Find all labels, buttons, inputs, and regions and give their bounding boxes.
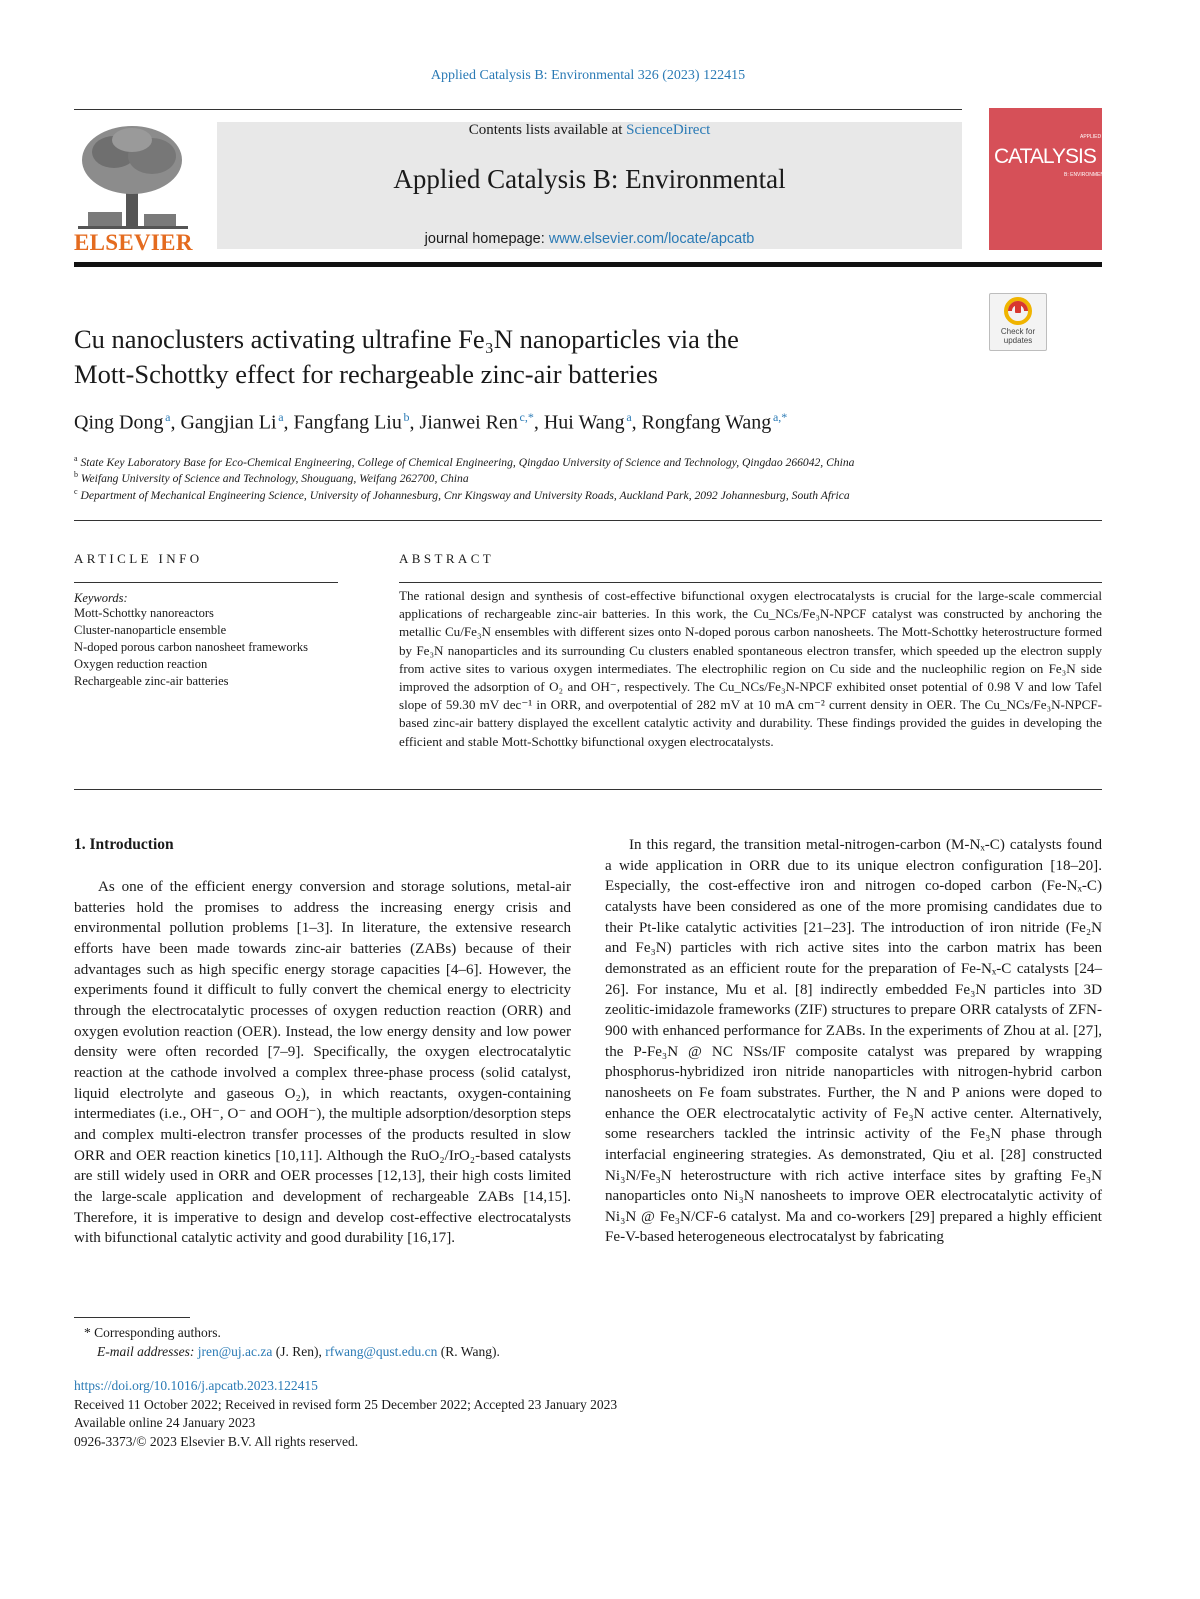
abstract-bottom-rule	[74, 789, 1102, 790]
available-online: Available online 24 January 2023	[74, 1415, 256, 1430]
author-name: Gangjian Li	[180, 411, 277, 434]
email-link[interactable]: rfwang@qust.edu.cn	[325, 1344, 438, 1359]
check-updates-line2: updates	[1003, 336, 1033, 345]
cover-title: CATALYSIS	[994, 145, 1096, 168]
keyword: Rechargeable zinc-air batteries	[74, 674, 229, 688]
affiliation	[74, 454, 1104, 469]
check-updates-label	[989, 327, 1047, 345]
keywords-label: Keywords:	[74, 591, 128, 605]
running-head[interactable]: Applied Catalysis B: Environmental 326 (2023) 122415	[430, 68, 746, 83]
keyword: N-doped porous carbon nanosheet frameworks	[74, 640, 308, 654]
affiliation-mark: c	[74, 487, 78, 496]
section-heading-introduction: 1. Introduction	[74, 836, 174, 853]
check-updates-line1: Check for	[1000, 327, 1036, 336]
article-info-rule	[74, 582, 338, 583]
author-affiliation-mark[interactable]: c,*	[519, 410, 534, 424]
cover-top-text: APPLIED	[1080, 134, 1102, 140]
received-dates: Received 11 October 2022; Received in revised form 25 December 2022; Accepted 23 January 2023	[74, 1397, 618, 1412]
homepage-link[interactable]: www.elsevier.com/locate/apcatb	[548, 231, 755, 247]
affiliation	[74, 470, 1104, 485]
contents-line	[217, 122, 962, 139]
title-line-1: Cu nanoclusters activating ultrafine Fe₃N nanoparticles via the	[74, 324, 739, 354]
header-rule	[74, 109, 962, 110]
article-info-heading: ARTICLE INFO	[74, 551, 203, 566]
affiliation-rule	[74, 520, 1102, 521]
body-text-left-column: As one of the efficient energy conversion and storage solutions, metal-air batteries hold the promises to address the increasing energy crisis and environmental pollution problems [1–3]. In literature, the extensive research efforts have been made towards zinc-air batteries (ZABs) because of their advantages such as high specific energy storage capacities [4–6]. However, the experiments found it difficult to fully convert the chemical energy to electricity through the electrocatalytic processes of oxygen reduction reaction (ORR) and oxygen evolution reaction (OER). Instead, the low energy density and low power density were often recorded [7–9]. Specifically, the oxygen electrocatalytic reaction at the cathode involved a complex three-phase process (solid catalyst, liquid electrolyte and gaseous O₂), in which reactants, oxygen-containing intermediates (i.e., OH⁻, O⁻ and OOH⁻), the multiple adsorption/desorption steps and complex multi-electron transfer processes of the products resulted in slow ORR and OER reaction kinetics [10,11]. Although the RuO₂/IrO₂-based catalysts are still widely used in ORR and OER processes [12,13], their high costs limited the large-scale application and development of rechargeable ZABs [14,15]. Therefore, it is imperative to design and develop cost-effective electrocatalysts with bifunctional catalytic activity and good durability [16,17].	[74, 879, 571, 1247]
title-line-2: Mott-Schottky effect for rechargeable zinc-air batteries	[74, 359, 658, 389]
affiliation-text: Weifang University of Science and Technology, Shouguang, Weifang 262700, China	[80, 471, 469, 485]
affiliation-text: State Key Laboratory Base for Eco-Chemical Engineering, College of Chemical Engineering, Qingdao University of Science and Technology, Qingdao 266042, China	[80, 455, 855, 469]
keyword: Oxygen reduction reaction	[74, 657, 208, 671]
keyword: Mott-Schottky nanoreactors	[74, 606, 214, 620]
abstract-text: The rational design and synthesis of cost-effective bifunctional oxygen electrocatalysts is crucial for the large-scale commercial applications of rechargeable zinc-air batteries. In this work, the Cu_NCs/Fe₃N-NPCF catalyst was constructed by anchoring the metallic Cu/Fe₃N ensembles with different sizes onto N-doped porous carbon nanosheets. The Mott-Schottky heterostructure formed by Fe₃N nanoparticles and its surrounding Cu clusters enabled spontaneous electron transfer, which speeded up the electron supply from active sites to various oxygen intermediates. The electrophilic region on Cu side and the nucleophilic region on Fe₃N side improved the adsorption of O₂ and OH⁻, respectively. The Cu_NCs/Fe₃N-NPCF exhibited onset potential of 0.98 V and low Tafel slope of 59.30 mV dec⁻¹ in ORR, and overpotential of 282 mV at 10 mA cm⁻² current density in OER. The Cu_NCs/Fe₃N-NPCF-based zinc-air battery displayed the excellent catalytic activity and durability. These findings provided the guides in developing the efficient and stable Mott-Schottky bifunctional oxygen electrocatalysts.	[399, 588, 1102, 749]
homepage-prefix: journal homepage:	[424, 231, 549, 247]
email-link[interactable]: jren@uj.ac.za	[197, 1344, 273, 1359]
author-name: Hui Wang	[543, 411, 625, 434]
elsevier-wordmark: ELSEVIER	[74, 230, 193, 255]
email-owner: (R. Wang).	[440, 1344, 500, 1359]
journal-cover-thumbnail[interactable]	[989, 108, 1102, 250]
author-affiliation-mark[interactable]: a	[165, 410, 171, 424]
copyright: 0926-3373/© 2023 Elsevier B.V. All rights reserved.	[74, 1434, 359, 1449]
author-name: Rongfang Wang	[641, 411, 772, 434]
author-affiliation-mark[interactable]: b	[403, 410, 410, 424]
corresponding-authors-note: * Corresponding authors.	[84, 1325, 221, 1340]
sciencedirect-link[interactable]: ScienceDirect	[626, 122, 711, 138]
author-list: Qing Dong $^a$, Gangjian Li $^a$, Fangfang Liu $^b$, Jianwei Ren $^{c,*}$, Hui Wang $^a$, Rongfang Wang $^{a,*}$	[74, 410, 788, 434]
author-name: Jianwei Ren	[419, 411, 518, 434]
contents-prefix: Contents lists available at	[468, 122, 627, 138]
email-owner: (J. Ren),	[275, 1344, 322, 1359]
author-affiliation-mark[interactable]: a	[278, 410, 284, 424]
affiliation-mark: a	[74, 454, 78, 463]
author-affiliation-mark[interactable]: a	[626, 410, 632, 424]
affiliation	[74, 487, 1104, 502]
affiliation-mark: b	[74, 470, 78, 479]
journal-homepage	[217, 231, 962, 247]
email-addresses	[97, 1344, 500, 1360]
article-title	[74, 322, 874, 392]
author-name: Qing Dong	[74, 411, 164, 434]
cover-subtitle: B: ENVIRONMENTAL	[1064, 172, 1113, 178]
masthead-bottom-rule	[74, 262, 1102, 267]
check-updates-icon	[1004, 297, 1032, 325]
doi-link[interactable]: https://doi.org/10.1016/j.apcatb.2023.122415	[74, 1378, 318, 1393]
affiliation-text: Department of Mechanical Engineering Science, University of Johannesburg, Cnr Kingsway and University Roads, Auckland Park, 2092 Johannesburg, South Africa	[80, 488, 850, 502]
abstract-heading: ABSTRACT	[399, 551, 495, 566]
footnote-rule	[74, 1317, 190, 1318]
abstract-rule	[399, 582, 1102, 583]
journal-name: Applied Catalysis B: Environmental	[393, 164, 786, 194]
email-label: E-mail addresses:	[97, 1344, 195, 1359]
body-text-right-column: In this regard, the transition metal-nitrogen-carbon (M-Nₓ-C) catalysts found a wide application in ORR due to its unique electron configuration [18–20]. Especially, the cost-effective iron and nitrogen co-doped carbon (Fe-Nₓ-C) catalysts have been considered as one of the more promising candidates due to their Pt-like catalytic activities [21–23]. The introduction of iron nitride (Fe₂N and Fe₃N) particles with rich active sites into the carbon matrix has been demonstrated as an efficient route for the preparation of Fe-Nₓ-C catalysts [24–26]. For instance, Mu et al. [8] indirectly embedded Fe₃N particles into 3D zeolitic-imidazole frameworks (ZIF) structures to prepare ORR catalysts of ZFN-900 with enhanced performance for ZABs. In the experiments of Zhou at al. [27], the P-Fe₃N @ NC NSs/IF composite catalyst was prepared by wrapping phosphorus-hybridized iron nitride nanoparticles with nitrogen-hybrid carbon nanosheets on Fe foam substrates. Further, the N and P anions were doped to enhance the OER electrocatalytic activity of Fe₃N active center. Alternatively, some researchers tackled the intrinsic activity of the Fe₃N phase through interfacial engineering strategies. As demonstrated, Qiu et al. [28] constructed Ni₃N/Fe₃N heterostructure with rich active interface sites by grafting Fe₃N nanoparticles onto Ni₃N nanosheets to improve OER electrocatalytic activity of Ni₃N @ Fe₃N/CF-6 catalyst. Ma and co-workers [29] prepared a highly efficient Fe-V-based heterogeneous electrocatalyst by fabricating	[605, 837, 1102, 1246]
author-name: Fangfang Liu	[293, 411, 402, 434]
author-affiliation-mark[interactable]: a,*	[772, 410, 788, 424]
keyword: Cluster-nanoparticle ensemble	[74, 623, 227, 637]
